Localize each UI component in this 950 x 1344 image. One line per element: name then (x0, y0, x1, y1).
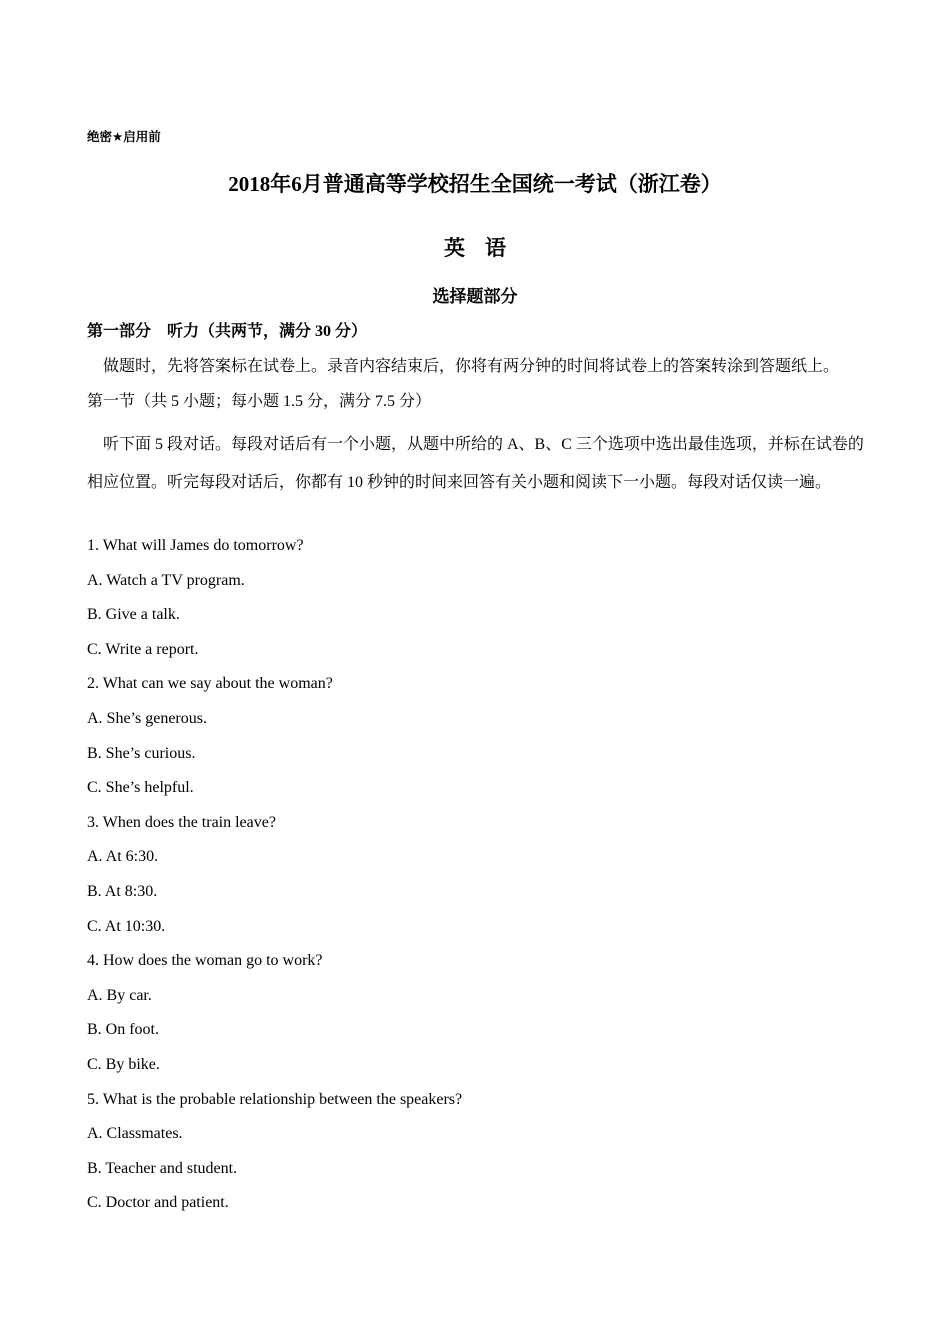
question (87, 536, 877, 674)
option-c: C. By bike. (87, 1055, 160, 1073)
question (87, 813, 877, 951)
option-b: B. Give a talk. (87, 606, 180, 624)
option-a: A. At 6:30. (87, 848, 159, 866)
option-c: C. She’s helpful. (87, 779, 194, 797)
exam-title: 2018年6月普通高等学校招生全国统一考试（浙江卷） (228, 172, 722, 196)
question-stem: 4. How does the woman go to work? (87, 952, 323, 970)
section1-instruction: 听下面 5 段对话。每段对话后有一个小题，从题中所给的 A、B、C 三个选项中选出最佳选项，并标在试卷的相应位置。听完每段对话后，你都有 10 秒钟的时间来回答有关小题和阅读下一小题。每段对话仅读一遍。 (87, 436, 864, 491)
part-title: 选择题部分 (432, 287, 518, 306)
option-a: A. Watch a TV program. (87, 571, 245, 589)
listening-instruction: 做题时，先将答案标在试卷上。录音内容结束后，你将有两分钟的时间将试卷上的答案转涂到答题纸上。 (103, 358, 840, 375)
question-stem: 3. When does the train leave? (87, 813, 276, 831)
question (87, 1090, 877, 1228)
subject-title: 英语 (444, 236, 526, 260)
option-b: B. She’s curious. (87, 744, 196, 762)
question-stem: 5. What is the probable relationship between the speakers? (87, 1090, 463, 1108)
section1-title: 第一节（共 5 小题；每小题 1.5 分，满分 7.5 分） (87, 393, 432, 410)
option-c: C. Write a report. (87, 640, 199, 658)
option-c: C. At 10:30. (87, 917, 166, 935)
question (87, 674, 877, 812)
question (87, 951, 877, 1089)
question-list (87, 536, 877, 1228)
option-c: C. Doctor and patient. (87, 1194, 229, 1212)
option-b: B. Teacher and student. (87, 1159, 238, 1177)
question-stem: 1. What will James do tomorrow? (87, 537, 304, 554)
secret-mark: 绝密★启用前 (87, 129, 161, 144)
listening-heading: 第一部分 听力（共两节，满分 30 分） (87, 323, 368, 340)
question-stem: 2. What can we say about the woman? (87, 675, 333, 693)
option-a: A. By car. (87, 986, 152, 1004)
option-b: B. At 8:30. (87, 882, 158, 900)
option-b: B. On foot. (87, 1021, 159, 1039)
option-a: A. Classmates. (87, 1125, 183, 1143)
option-a: A. She’s generous. (87, 709, 207, 727)
